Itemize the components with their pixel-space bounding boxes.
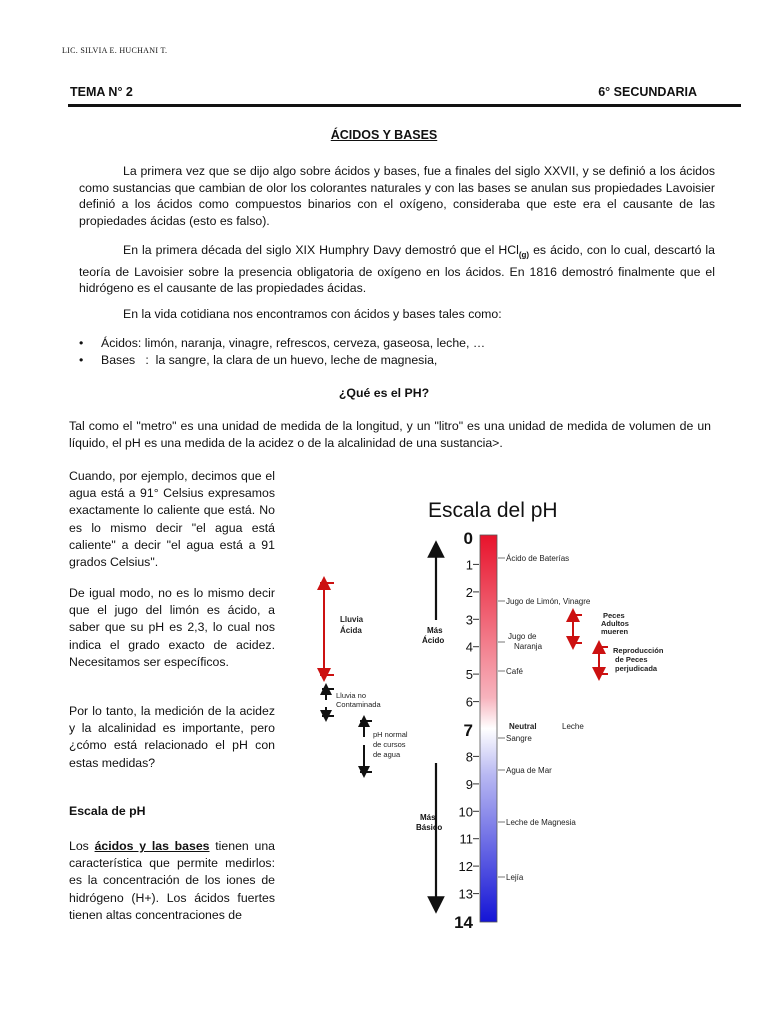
mas-acido-label-2: Ácido [422,636,445,645]
mas-acido-label-1: Más [427,626,443,635]
ph-number-14: 14 [454,913,473,932]
ph-scale-figure [290,475,720,950]
label-repro-2: de Peces [615,655,648,664]
examples-list [79,335,719,368]
mas-basico-label-2: Básico [416,823,443,832]
label-leche: Leche [562,722,584,731]
ph-number-group [454,529,479,932]
header-rule [68,104,741,107]
ph-number-5: 5 [465,667,473,683]
acids-bases-text-a: Los [69,839,95,853]
ph-scale-svg [290,475,720,950]
label-lluvia-acida-1: Lluvia [340,615,364,624]
label-cafe: Café [506,667,523,676]
label-peces-3: mueren [601,627,629,636]
label-lluvia-no-1: Lluvia no [336,691,367,700]
paragraph-history [79,163,715,229]
label-ph-normal-2: de cursos [373,740,406,749]
ph-number-8: 8 [465,749,473,765]
label-sangre: Sangre [506,734,532,743]
label-jugo-naranja-1: Jugo de [508,632,537,641]
label-lejia: Lejía [506,873,524,882]
acids-bases-text-b: tienen una característica que permite medirlos: es la concentración de los iones de hidrógeno (H+). Los ácidos fuertes tienen altas concentraciones de [69,839,275,922]
ph-number-11: 11 [459,831,473,847]
column-paragraph-acids-bases [69,838,275,924]
list-item-bases: • Bases : la sangre, la clara de un huevo, leche de magnesia, [79,352,719,369]
label-peces-1: Peces [603,611,625,620]
escala-heading: Escala de pH [69,804,146,818]
ph-number-4: 4 [465,639,473,655]
label-repro-1: Reproducción [613,646,664,655]
section-subtitle: ¿Qué es el PH? [338,386,430,400]
label-acido-baterias: Ácido de Baterías [506,554,570,563]
mas-basico-label-1: Más [420,813,436,822]
ph-number-2: 2 [465,584,473,600]
paragraph-davy-text-a: En la primera década del siglo XIX Humphry Davy demostró que el HCl [123,243,519,257]
ph-number-12: 12 [458,859,473,875]
figure-title: Escala del pH [428,499,558,522]
ph-number-9: 9 [465,776,473,792]
acids-bases-bold: ácidos y las bases [94,839,210,853]
label-lluvia-acida-2: Ácida [340,626,362,635]
label-ph-normal-1: pH normal [373,730,408,739]
paragraph-intro-list [79,306,715,323]
column-paragraph-lemon: De igual modo, no es lo mismo decir que el jugo del limón es ácido, a saber que su pH es 2,3, lo cual nos indica el grado exacto de acidez. Necesitamos ser específicos. [69,586,275,669]
ph-number-0: 0 [463,529,473,548]
ph-color-bar [480,535,497,922]
label-repro-3: perjudicada [615,664,658,673]
author-name: LIC. SILVIA E. HUCHANI T. [62,46,168,55]
label-jugo-naranja-2: Naranja [514,642,543,651]
ph-number-6: 6 [465,694,473,710]
label-neutral: Neutral [509,722,537,731]
bracket-reproduccion [599,647,608,674]
label-agua-mar: Agua de Mar [506,766,552,775]
label-jugo-limon: Jugo de Limón, Vinagre [506,597,591,606]
bracket-peces-adultos [573,615,582,643]
label-peces-2: Adultos [601,619,629,628]
ph-definition: Tal como el "metro" es una unidad de medida de la longitud, y un "litro" es una unidad de medida de volumen de un líquido, el pH es una medida de la acidez o de la alcalinidad de una sustancia>. [69,419,711,450]
list-item-acidos: • Ácidos: limón, naranja, vinagre, refrescos, cerveza, gaseosa, leche, … [79,335,719,352]
paragraph-history-text: La primera vez que se dijo algo sobre ácidos y bases, fue a finales del siglo XXVII, y se definió a los ácidos como sustancias que cambian de olor los colorantes naturales y con las bases se anulan sus propiedades Lavoisier definió a los ácidos como compuestos binarios con el oxígeno, consideraba que este era el causante de las propiedades ácidas (esto es falso). [79,164,715,228]
grade-level: 6° SECUNDARIA [598,85,697,99]
ph-number-13: 13 [458,886,473,902]
paragraph-davy-text-b: es ácido, con lo cual, descartó la teoría de Lavoisier sobre la presencia obligatoria de oxígeno en los ácidos. En 1816 demostró finalmente que el hidrógeno es el causante de las propiedades ácidas. [79,243,715,296]
column-paragraph-temperature: Cuando, por ejemplo, decimos que el agua está a 91° Celsius expresamos exactamente lo caliente que está. No es lo mismo decir "el agua está caliente" a decir "el agua está a 91 grados Celsius". [69,469,275,570]
column-paragraph-measure: Por lo tanto, la medición de la acidez y la alcalinidad es importante, pero ¿cómo está relacionado el pH con estas medidas? [69,704,275,770]
label-ph-normal-3: de agua [373,750,401,759]
paragraph-davy [79,242,715,297]
paragraph-intro-list-text: En la vida cotidiana nos encontramos con ácidos y bases tales como: [123,307,502,321]
label-leche-magnesia: Leche de Magnesia [506,818,576,827]
label-lluvia-no-2: Contaminada [336,700,381,709]
page-title: ÁCIDOS Y BASES [330,128,438,142]
ph-number-7: 7 [463,721,473,740]
paragraph-davy-subscript: (g) [518,250,530,260]
ph-number-10: 10 [458,804,473,820]
tema-number: TEMA N° 2 [70,85,133,99]
ph-number-3: 3 [465,612,473,628]
ph-number-1: 1 [465,557,473,573]
